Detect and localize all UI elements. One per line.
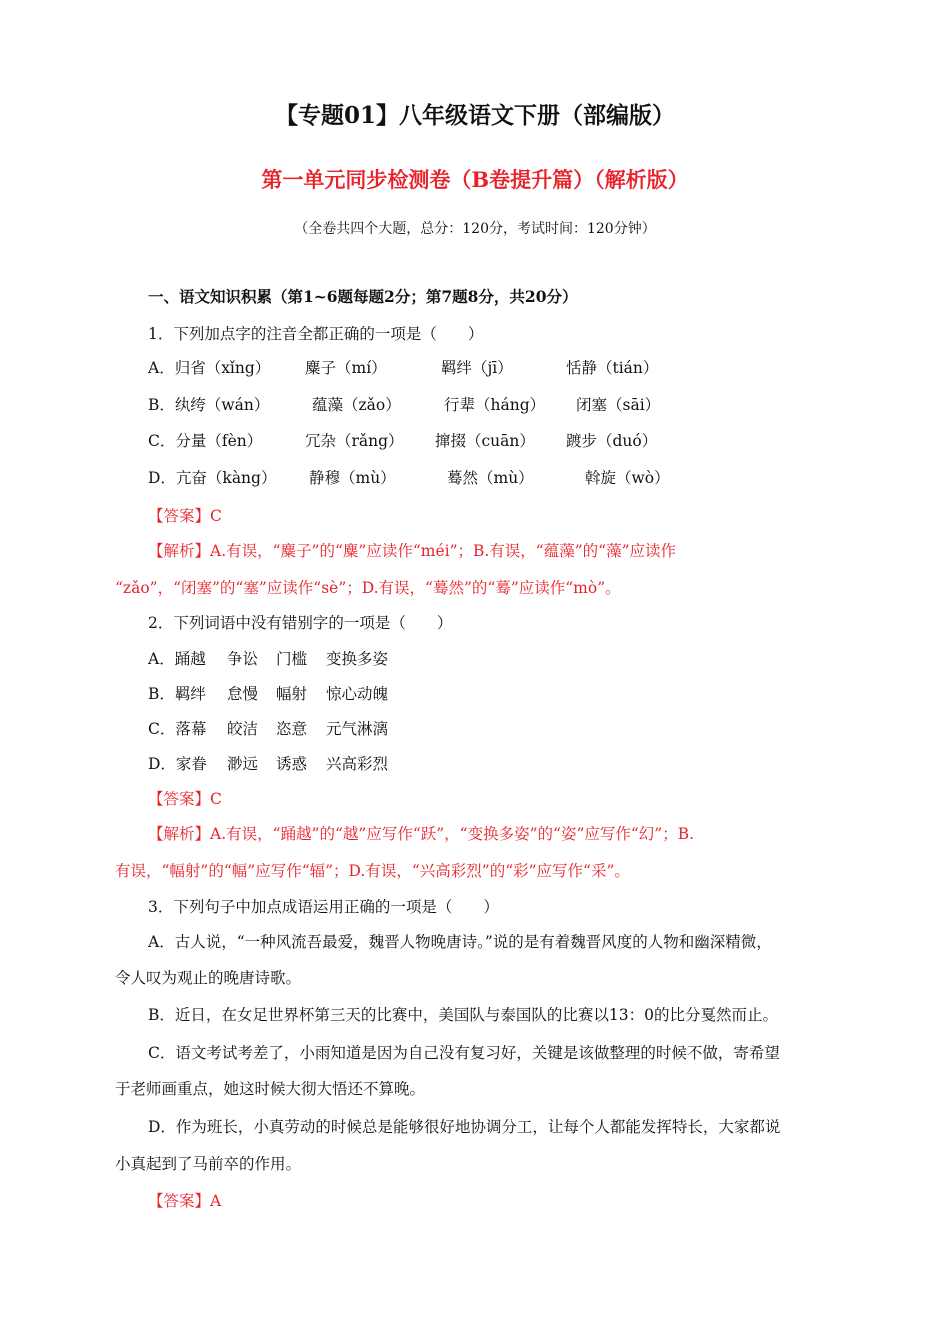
q1-answer: 【答案】C — [148, 507, 222, 525]
q1-stem: 1．下列加点字的注音全都正确的一项是（ ） — [148, 325, 484, 343]
q3-option-c-line1: C．语文考试考差了，小雨知道是因为自己没有复习好，关键是该做整理的时候不做，寄希望 — [148, 1044, 780, 1062]
q2-a-1: A．踊越 — [148, 650, 206, 668]
q1-b-4: 闭塞（sāi） — [576, 396, 661, 414]
exam-note: （全卷共四个大题，总分：120分，考试时间：120分钟） — [294, 221, 656, 237]
q2-answer: 【答案】C — [148, 790, 222, 808]
q2-d-2: 渺远 — [227, 755, 259, 773]
q2-analysis-line2: 有误，“幅射”的“幅”应写作“辐”；D.有误，“兴高彩烈”的“彩”应写作“采”。 — [115, 862, 630, 880]
q2-a-3: 门槛 — [276, 650, 308, 668]
q3-option-a-line2: 令人叹为观止的晚唐诗歌。 — [115, 969, 302, 987]
q2-c-1: C．落幕 — [148, 720, 207, 738]
q3-answer: 【答案】A — [148, 1192, 222, 1210]
q2-a-4: 变换多姿 — [326, 650, 389, 668]
document-subtitle: 第一单元同步检测卷（B卷提升篇）（解析版） — [261, 167, 689, 192]
q1-d-1: D．亢奋（kàng） — [148, 469, 277, 487]
document-title: 【专题01】八年级语文下册（部编版） — [274, 102, 675, 129]
q2-a-2: 争讼 — [227, 650, 259, 668]
q1-b-1: B．纨绔（wán） — [148, 396, 270, 414]
q1-d-3: 蓦然（mù） — [447, 469, 534, 487]
q2-d-3: 诱惑 — [276, 755, 308, 773]
q1-a-1: A．归省（xǐng） — [148, 359, 271, 377]
q1-b-2: 蕴藻（zǎo） — [312, 396, 401, 414]
q3-option-d-line2: 小真起到了马前卒的作用。 — [115, 1155, 302, 1173]
q2-c-2: 皎洁 — [227, 720, 259, 738]
q2-stem: 2．下列词语中没有错别字的一项是（ ） — [148, 614, 453, 632]
q1-b-3: 行辈（háng） — [444, 396, 546, 414]
q2-b-4: 惊心动魄 — [326, 685, 389, 703]
q3-option-a-line1: A．古人说，“一种风流吾最爱，魏晋人物晚唐诗。”说的是有着魏晋风度的人物和幽深精微， — [148, 933, 772, 951]
q2-d-1: D．家眷 — [148, 755, 207, 773]
q1-a-4: 恬静（tián） — [566, 359, 659, 377]
q2-analysis-line1: 【解析】A.有误，“踊越”的“越”应写作“跃”，“变换多姿”的“姿”应写作“幻”；B. — [148, 825, 695, 843]
q2-c-3: 恣意 — [276, 720, 308, 738]
q2-d-4: 兴高彩烈 — [326, 755, 389, 773]
q1-d-2: 静穆（mù） — [309, 469, 396, 487]
q2-c-4: 元气淋漓 — [326, 720, 389, 738]
q1-c-4: 踱步（duó） — [566, 432, 658, 450]
q1-a-3: 羁绊（jī） — [441, 359, 513, 377]
q3-option-c-line2: 于老师画重点，她这时候大彻大悟还不算晚。 — [115, 1080, 426, 1098]
section-heading: 一、语文知识积累（第1~6题每题2分；第7题8分，共20分） — [148, 287, 578, 306]
q1-analysis-line2: “zǎo”，“闭塞”的“塞”应读作“sè”；D.有误，“蓦然”的“蓦”应读作“mò”。 — [115, 579, 621, 597]
q2-b-2: 怠慢 — [227, 685, 259, 703]
q2-b-3: 幅射 — [276, 685, 308, 703]
q3-stem: 3．下列句子中加点成语运用正确的一项是（ ） — [148, 898, 499, 916]
q2-b-1: B．羁绊 — [148, 685, 206, 703]
q1-c-3: 撺掇（cuān） — [435, 432, 535, 450]
q1-c-2: 冗杂（rǎng） — [305, 432, 404, 450]
q1-analysis-line1: 【解析】A.有误，“麋子”的“麋”应读作“méi”；B.有误，“蕴藻”的“藻”应读作 — [148, 542, 677, 560]
q1-c-1: C．分量（fèn） — [148, 432, 263, 450]
q3-option-d-line1: D．作为班长，小真劳动的时候总是能够很好地协调分工，让每个人都能发挥特长，大家都说 — [148, 1118, 781, 1136]
q3-option-b: B．近日，在女足世界杯第三天的比赛中，美国队与泰国队的比赛以13：0的比分戛然而止。 — [148, 1006, 778, 1024]
q1-d-4: 斡旋（wò） — [585, 469, 670, 487]
q1-a-2: 麋子（mí） — [305, 359, 387, 377]
